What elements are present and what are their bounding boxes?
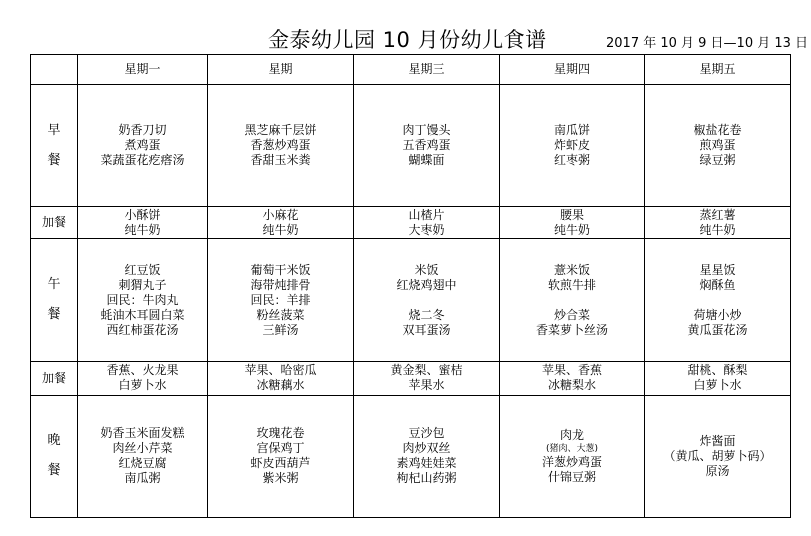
menu-cell: 红豆饭 刺猬丸子 回民：牛肉丸 蚝油木耳圆白菜 西红柿蛋花汤 <box>78 239 208 361</box>
menu-cell: 香蕉、火龙果 白萝卜水 <box>78 361 208 395</box>
menu-cell: 米饭 红烧鸡翅中 烧二冬 双耳蛋汤 <box>354 239 500 361</box>
menu-cell: 甜桃、酥梨 白萝卜水 <box>645 361 791 395</box>
menu-cell: 小麻花 纯牛奶 <box>208 207 354 239</box>
menu-cell: 山楂片 大枣奶 <box>354 207 500 239</box>
menu-table <box>30 54 791 518</box>
menu-cell: 玫瑰花卷 宫保鸡丁 虾皮西葫芦 紫米粥 <box>208 395 354 517</box>
meal-label-snack: 加餐 <box>31 207 78 239</box>
menu-cell: 蒸红薯 纯牛奶 <box>645 207 791 239</box>
meal-label-snack: 加餐 <box>31 361 78 395</box>
day-header: 星期三 <box>354 55 500 85</box>
meal-label-dinner: 晚 餐 <box>31 395 78 517</box>
menu-cell: 星星饭 焖酥鱼 荷塘小炒 黄瓜蛋花汤 <box>645 239 791 361</box>
menu-cell: 腰果 纯牛奶 <box>500 207 645 239</box>
menu-cell: 苹果、香蕉 冰糖梨水 <box>500 361 645 395</box>
menu-cell: 南瓜饼 炸虾皮 红枣粥 <box>500 85 645 207</box>
menu-cell: 豆沙包 肉炒双丝 素鸡娃娃菜 枸杞山药粥 <box>354 395 500 517</box>
table-row <box>31 239 791 361</box>
menu-cell: 炸酱面 （黄瓜、胡萝卜码） 原汤 <box>645 395 791 517</box>
table-row <box>31 85 791 207</box>
header-row <box>31 55 791 85</box>
corner-cell <box>31 55 78 85</box>
menu-cell: 奶香刀切 煮鸡蛋 菜蔬蛋花疙瘩汤 <box>78 85 208 207</box>
date-range: 2017 年 10 月 9 日—10 月 13 日 <box>606 36 809 51</box>
day-header: 星期五 <box>645 55 791 85</box>
page-title: 金泰幼儿园 10 月份幼儿食谱 <box>268 28 547 52</box>
meal-label-breakfast: 早 餐 <box>31 85 78 207</box>
menu-cell: 黄金梨、蜜桔 苹果水 <box>354 361 500 395</box>
menu-cell: 肉龙 (猪肉、大葱) 洋葱炒鸡蛋 什锦豆粥 <box>500 395 645 517</box>
day-header: 星期一 <box>78 55 208 85</box>
menu-cell: 黑芝麻千层饼 香葱炒鸡蛋 香甜玉米粪 <box>208 85 354 207</box>
menu-cell: 薏米饭 软煎牛排 炒合菜 香菜萝卜丝汤 <box>500 239 645 361</box>
table-row <box>31 207 791 239</box>
menu-cell: 肉丁馒头 五香鸡蛋 蝴蝶面 <box>354 85 500 207</box>
meal-label-lunch: 午 餐 <box>31 239 78 361</box>
table-row <box>31 361 791 395</box>
day-header: 星期四 <box>500 55 645 85</box>
menu-cell: 奶香玉米面发糕 肉丝小芹菜 红烧豆腐 南瓜粥 <box>78 395 208 517</box>
menu-cell: 葡萄干米饭 海带炖排骨 回民：羊排 粉丝菠菜 三鲜汤 <box>208 239 354 361</box>
menu-cell: 苹果、哈密瓜 冰糖藕水 <box>208 361 354 395</box>
menu-cell: 椒盐花卷 煎鸡蛋 绿豆粥 <box>645 85 791 207</box>
table-row <box>31 395 791 517</box>
menu-cell: 小酥饼 纯牛奶 <box>78 207 208 239</box>
day-header: 星期 <box>208 55 354 85</box>
